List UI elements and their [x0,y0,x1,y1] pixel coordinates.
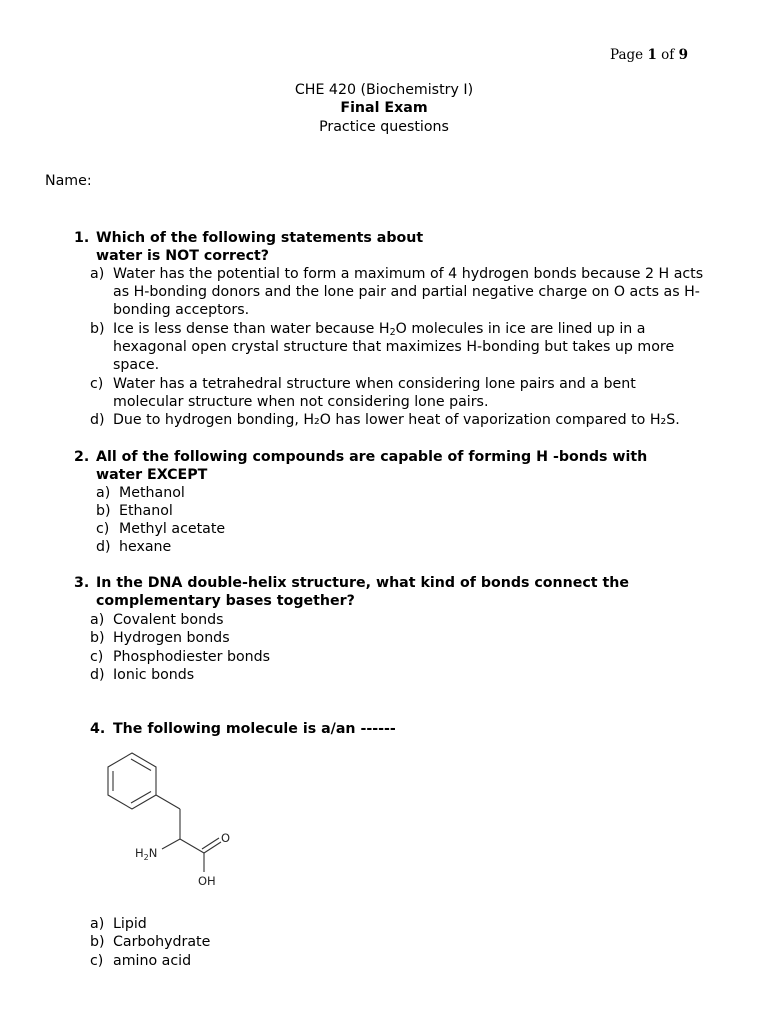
course-title: CHE 420 (Biochemistry I) [294,82,474,98]
option-letter: b) [96,503,111,519]
option-text: Covalent bonds [113,612,224,628]
carbonyl-oxygen-label: O [221,831,231,845]
option-letter: b) [90,934,105,950]
page-of: of [661,47,675,63]
hydroxyl-label: OH [198,874,216,888]
option-text: Ionic bonds [113,667,195,683]
option-text: Carbohydrate [113,934,211,950]
question-text: Which of the following statements about water is NOT correct? [96,230,424,264]
option-letter: d) [96,539,111,555]
option-text: hexane [119,539,172,555]
option-letter: b) [90,321,105,337]
page-current: 1 [647,47,657,63]
benzene-ring [108,753,156,809]
question-text: The following molecule is a/an ------ [113,721,396,737]
option-text: Due to hydrogen bonding, H₂O has lower heat of vaporization compared to H₂S. [113,412,680,428]
option-text: Lipid [113,916,147,932]
name-label: Name: [45,173,92,189]
option-text: Phosphodiester bonds [113,649,271,665]
exam-subtitle: Practice questions [319,119,449,135]
option-letter: a) [90,916,105,932]
option-text: Ethanol [119,503,173,519]
option-text: Hydrogen bonds [113,630,230,646]
option-letter: c) [90,376,104,392]
option-letter: a) [90,266,105,282]
option-text: Water has the potential to form a maximum of 4 hydrogen bonds because 2 H acts as H-bonding donors and the lone pair and partial negative charge on O acts as H-bonding acceptors. [113,266,704,319]
option-text: Methyl acetate [119,521,226,537]
option-letter: d) [90,667,105,683]
page-label: Page [610,47,644,63]
question-number: 1. [74,230,90,246]
subscript: 2 [389,327,396,338]
page-number [610,47,688,63]
phenylalanine-structure [100,748,240,893]
side-chain [156,795,221,872]
question-number: 2. [74,449,90,465]
page-total: 9 [678,47,688,63]
option-letter: a) [90,612,105,628]
option-text-part: O molecules in ice are lined up in a hexagonal open crystal structure that maximizes H-bonding but takes up more space. [113,321,675,374]
question-number: 4. [90,721,106,737]
option-letter: b) [90,630,105,646]
exam-title: Final Exam [340,100,428,116]
option-text-part: Ice is less dense than water because H [113,321,390,337]
option-letter: a) [96,485,111,501]
amine-label: $H_2N$ [135,846,158,862]
option-letter: c) [90,649,104,665]
option-text: Water has a tetrahedral structure when considering lone pairs and a bent molecular structure when not considering lone pairs. [113,376,636,411]
question-number: 3. [74,575,90,591]
option-text: amino acid [113,953,192,969]
option-text: Methanol [119,485,185,501]
option-letter: c) [90,953,104,969]
option-letter: d) [90,412,105,428]
option-text [113,320,713,375]
question-text: In the DNA double-helix structure, what kind of bonds connect the complementary bases together? [96,575,629,609]
question-text: All of the following compounds are capable of forming H -bonds with water EXCEPT [96,449,648,483]
option-letter: c) [96,521,110,537]
